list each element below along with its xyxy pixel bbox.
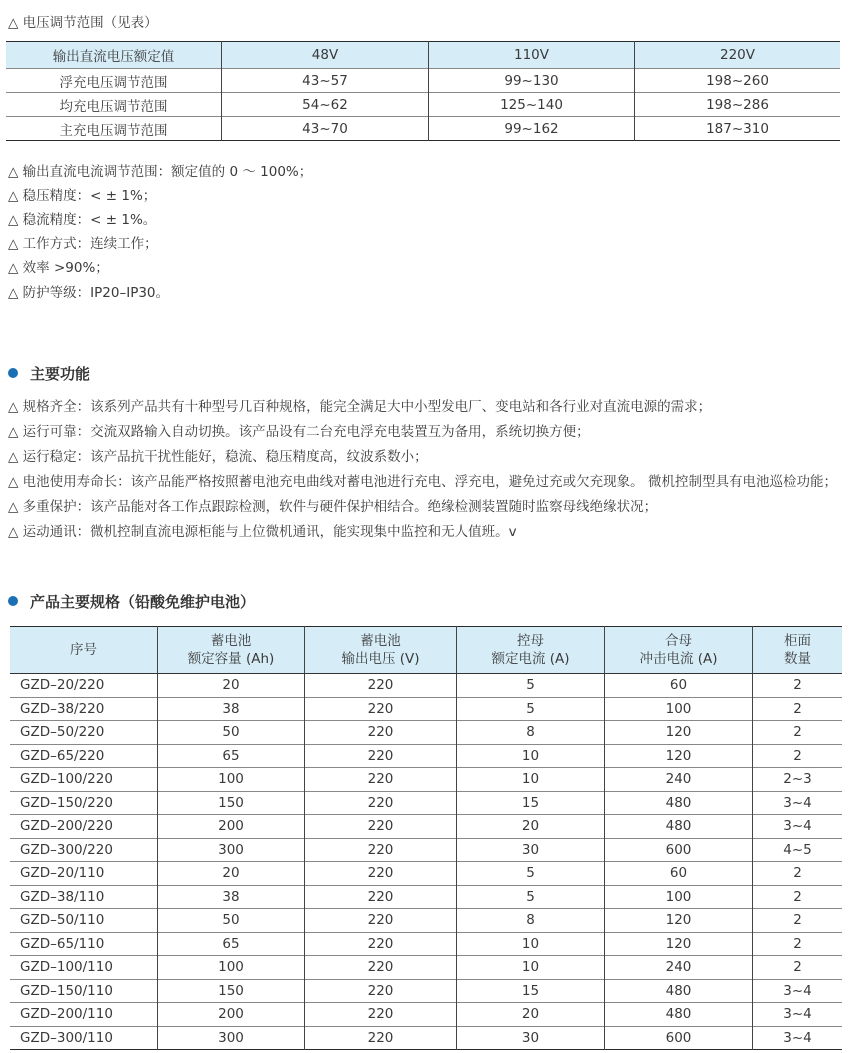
- spec-cell: 60: [605, 862, 753, 886]
- spec-cell: 30: [457, 1026, 605, 1050]
- spec-header-line: 合母: [665, 633, 692, 649]
- spec-table-section-title: [8, 591, 255, 612]
- spec-cell: 3~4: [753, 1003, 843, 1027]
- model-cell: GZD–200/110: [20, 1006, 113, 1023]
- bullet-dot-icon: [8, 596, 18, 606]
- bullet-dot-icon: [8, 368, 18, 378]
- spec-header-line: 柜面: [784, 633, 811, 649]
- spec-cell: 20: [158, 862, 305, 886]
- voltage-cell: 54~62: [222, 93, 429, 117]
- voltage-header-cell: 110V: [429, 42, 635, 69]
- spec-table-row: [10, 1026, 842, 1050]
- spec-table-row: [10, 862, 842, 886]
- spec-table-row: [10, 1003, 842, 1027]
- voltage-table-row: [6, 93, 840, 117]
- voltage-cell: 均充电压调节范围: [59, 98, 168, 115]
- spec-header-line: 控母: [517, 633, 544, 649]
- spec-cell: 100: [158, 768, 305, 792]
- spec-header-line: 额定电流 (A): [491, 651, 570, 667]
- spec-cell: 240: [605, 956, 753, 980]
- voltage-cell: 99~162: [429, 117, 635, 141]
- model-cell: GZD–50/220: [20, 724, 105, 741]
- spec-cell: 8: [457, 909, 605, 933]
- spec-cell: 220: [305, 979, 457, 1003]
- spec-table-row: [10, 885, 842, 909]
- spec-table-body: [10, 674, 842, 1050]
- spec-cell: 120: [605, 744, 753, 768]
- function-item: △ 运行稳定：该产品抗干扰性能好，稳流、稳压精度高，纹波系数小；: [8, 449, 428, 465]
- model-cell: GZD–300/220: [20, 841, 113, 858]
- voltage-header-cell: 48V: [222, 42, 429, 69]
- spec-header-cell: [605, 627, 753, 674]
- spec-cell: 3~4: [753, 979, 843, 1003]
- model-cell: GZD–100/220: [20, 771, 113, 788]
- spec-cell: 65: [158, 932, 305, 956]
- spec-cell: 2: [753, 862, 843, 886]
- spec-cell: 50: [158, 909, 305, 933]
- spec-header-cell: [753, 627, 843, 674]
- functions-title-text: 主要功能: [30, 365, 91, 383]
- spec-cell: 2: [753, 744, 843, 768]
- voltage-header-cell: 220V: [635, 42, 841, 69]
- spec-cell: 220: [305, 885, 457, 909]
- spec-header-line: 蓄电池: [360, 633, 401, 649]
- voltage-cell: 浮充电压调节范围: [59, 74, 168, 91]
- voltage-cell: 187~310: [635, 117, 841, 141]
- model-cell: GZD–100/110: [20, 959, 113, 976]
- spec-header-line: 输出电压 (V): [341, 651, 420, 667]
- spec-header-cell: [158, 627, 305, 674]
- spec-cell: 38: [158, 885, 305, 909]
- model-cell: GZD–300/110: [20, 1029, 113, 1046]
- spec-cell: 220: [305, 956, 457, 980]
- voltage-range-table: [6, 41, 840, 141]
- spec-cell: 120: [605, 721, 753, 745]
- spec-cell: 220: [305, 1003, 457, 1027]
- spec-cell: 100: [605, 885, 753, 909]
- spec-cell: 2: [753, 721, 843, 745]
- spec-efficiency: △ 效率 >90%；: [8, 260, 109, 276]
- spec-cell: 10: [457, 956, 605, 980]
- spec-table-row: [10, 956, 842, 980]
- spec-cell: 5: [457, 674, 605, 698]
- spec-header-cell: [457, 627, 605, 674]
- spec-cell: 30: [457, 838, 605, 862]
- spec-cell: 240: [605, 768, 753, 792]
- product-spec-table: [10, 626, 842, 1050]
- spec-header-line: 序号: [70, 642, 97, 658]
- model-cell: GZD–20/220: [20, 677, 105, 694]
- spec-cell: 50: [158, 721, 305, 745]
- voltage-cell: 43~57: [222, 69, 429, 93]
- spec-cell: 2: [753, 697, 843, 721]
- spec-table-row: [10, 838, 842, 862]
- spec-cell: 480: [605, 1003, 753, 1027]
- spec-cell: 3~4: [753, 1026, 843, 1050]
- spec-work-mode: △ 工作方式：连续工作；: [8, 236, 158, 252]
- spec-cell: 38: [158, 697, 305, 721]
- spec-table-row: [10, 697, 842, 721]
- spec-cell: 120: [605, 909, 753, 933]
- model-cell: GZD–65/220: [20, 747, 105, 764]
- spec-cell: 600: [605, 1026, 753, 1050]
- spec-cell: 4~5: [753, 838, 843, 862]
- model-cell: GZD–50/110: [20, 912, 105, 929]
- functions-list: [8, 395, 842, 545]
- spec-cell: 220: [305, 909, 457, 933]
- spec-cell: 20: [457, 815, 605, 839]
- spec-table-row: [10, 674, 842, 698]
- model-cell: GZD–150/220: [20, 794, 113, 811]
- voltage-cell: 198~286: [635, 93, 841, 117]
- spec-table-title-text: 产品主要规格（铅酸免维护电池）: [30, 593, 256, 611]
- voltage-cell: 43~70: [222, 117, 429, 141]
- voltage-cell: 99~130: [429, 69, 635, 93]
- spec-cell: 2: [753, 956, 843, 980]
- function-item: △ 规格齐全：该系列产品共有十种型号几百种规格，能完全满足大中小型发电厂、变电站和各行业对直流电源的需求；: [8, 399, 712, 415]
- spec-cell: 220: [305, 697, 457, 721]
- spec-table-header-row: [10, 627, 842, 674]
- spec-table-row: [10, 932, 842, 956]
- spec-cell: 200: [158, 815, 305, 839]
- spec-cell: 2: [753, 909, 843, 933]
- spec-cell: 65: [158, 744, 305, 768]
- spec-cell: 220: [305, 674, 457, 698]
- spec-current-range: △ 输出直流电流调节范围：额定值的 0 ～ 100%；: [8, 164, 313, 180]
- spec-cell: 5: [457, 697, 605, 721]
- model-cell: GZD–200/220: [20, 818, 113, 835]
- spec-table-row: [10, 791, 842, 815]
- spec-cell: 220: [305, 862, 457, 886]
- spec-cell: 5: [457, 885, 605, 909]
- spec-cell: 600: [605, 838, 753, 862]
- voltage-table-header-row: [6, 42, 840, 69]
- model-cell: GZD–20/110: [20, 865, 105, 882]
- spec-cell: 20: [158, 674, 305, 698]
- spec-table-row: [10, 815, 842, 839]
- voltage-cell: 198~260: [635, 69, 841, 93]
- spec-cell: 5: [457, 862, 605, 886]
- model-cell: GZD–150/110: [20, 982, 113, 999]
- spec-cell: 60: [605, 674, 753, 698]
- spec-cell: 2: [753, 885, 843, 909]
- spec-cell: 220: [305, 721, 457, 745]
- spec-cell: 220: [305, 744, 457, 768]
- spec-cell: 10: [457, 744, 605, 768]
- model-cell: GZD–38/110: [20, 888, 105, 905]
- spec-header-line: 冲击电流 (A): [639, 651, 718, 667]
- spec-cell: 20: [457, 1003, 605, 1027]
- spec-cell: 220: [305, 838, 457, 862]
- function-item: △ 运动通讯：微机控制直流电源柜能与上位微机通讯，能实现集中监控和无人值班。v: [8, 524, 517, 540]
- model-cell: GZD–38/220: [20, 700, 105, 717]
- spec-cell: 200: [158, 1003, 305, 1027]
- spec-table-row: [10, 909, 842, 933]
- spec-cell: 480: [605, 791, 753, 815]
- spec-table-row: [10, 768, 842, 792]
- spec-header-line: 额定容量 (Ah): [187, 651, 275, 667]
- spec-cell: 480: [605, 979, 753, 1003]
- spec-cell: 480: [605, 815, 753, 839]
- spec-table-row: [10, 721, 842, 745]
- voltage-table-row: [6, 117, 840, 141]
- spec-cell: 8: [457, 721, 605, 745]
- spec-cell: 3~4: [753, 815, 843, 839]
- function-item: △ 多重保护：该产品能对各工作点跟踪检测，软件与硬件保护相结合。绝缘检测装置随时监察母线绝缘状况；: [8, 499, 658, 515]
- voltage-cell: 125~140: [429, 93, 635, 117]
- spec-voltage-accuracy: △ 稳压精度：< ± 1%；: [8, 188, 157, 204]
- functions-section-title: [8, 363, 90, 384]
- voltage-range-heading: △ 电压调节范围（见表）: [8, 15, 158, 31]
- spec-cell: 2: [753, 674, 843, 698]
- spec-cell: 10: [457, 768, 605, 792]
- spec-table-row: [10, 744, 842, 768]
- spec-header-cell: [305, 627, 457, 674]
- spec-cell: 220: [305, 1026, 457, 1050]
- spec-header-cell: [10, 627, 158, 674]
- spec-cell: 120: [605, 932, 753, 956]
- spec-cell: 300: [158, 1026, 305, 1050]
- function-item: △ 运行可靠：交流双路输入自动切换。该产品设有二台充电浮充电装置互为备用，系统切换方便；: [8, 424, 590, 440]
- spec-cell: 300: [158, 838, 305, 862]
- function-item: △ 电池使用寿命长：该产品能严格按照蓄电池充电曲线对蓄电池进行充电、浮充电，避免过充或欠充现象。 微机控制型具有电池巡检功能；: [8, 474, 837, 490]
- spec-cell: 15: [457, 791, 605, 815]
- spec-cell: 150: [158, 979, 305, 1003]
- spec-cell: 150: [158, 791, 305, 815]
- voltage-cell: 主充电压调节范围: [59, 122, 168, 139]
- spec-cell: 10: [457, 932, 605, 956]
- spec-header-line: 数量: [784, 651, 811, 667]
- spec-cell: 100: [158, 956, 305, 980]
- spec-cell: 220: [305, 932, 457, 956]
- spec-header-line: 蓄电池: [210, 633, 252, 649]
- voltage-table-row: [6, 69, 840, 93]
- spec-cell: 3~4: [753, 791, 843, 815]
- spec-current-accuracy: △ 稳流精度：< ± 1%。: [8, 212, 157, 228]
- spec-cell: 2~3: [753, 768, 843, 792]
- spec-cell: 15: [457, 979, 605, 1003]
- spec-protection-level: △ 防护等级：IP20–IP30。: [8, 285, 170, 301]
- spec-cell: 220: [305, 815, 457, 839]
- model-cell: GZD–65/110: [20, 935, 105, 952]
- spec-cell: 100: [605, 697, 753, 721]
- voltage-header-cell: 输出直流电压额定值: [6, 42, 222, 69]
- spec-cell: 220: [305, 791, 457, 815]
- spec-cell: 2: [753, 932, 843, 956]
- spec-table-row: [10, 979, 842, 1003]
- spec-cell: 220: [305, 768, 457, 792]
